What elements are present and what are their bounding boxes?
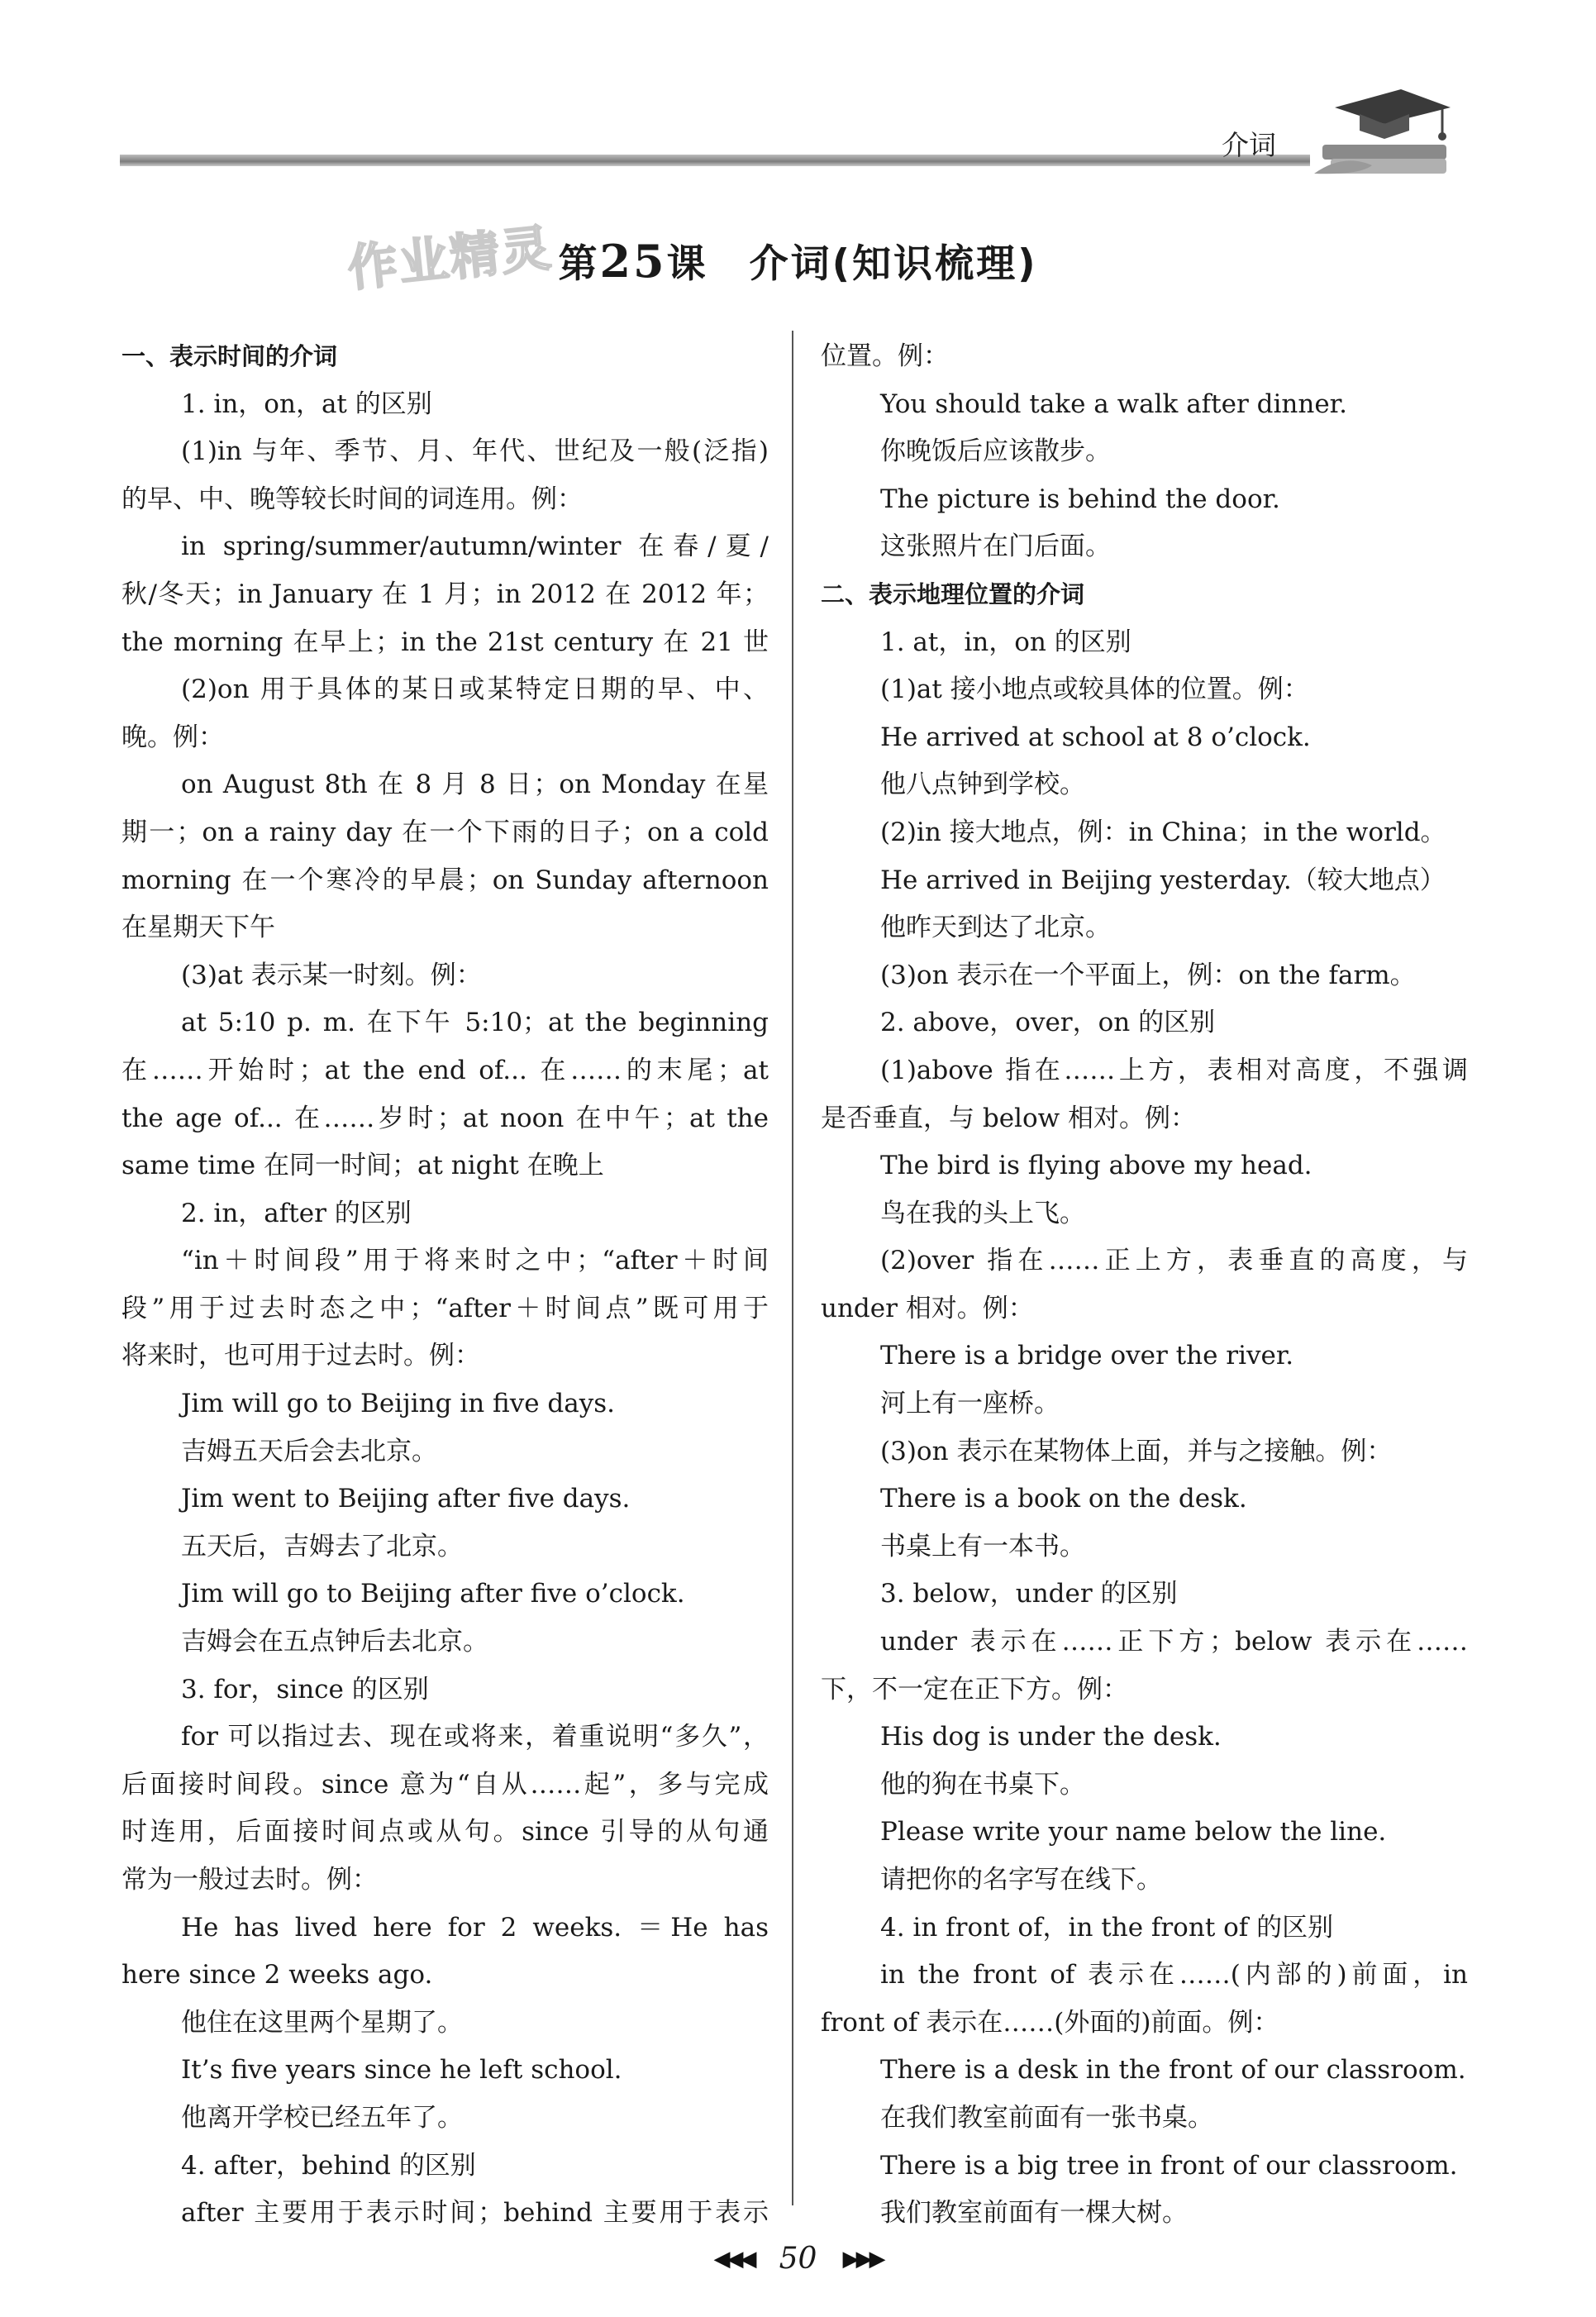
text-line: The picture is behind the door.: [880, 484, 1280, 514]
text-line: (2)over 指在……正上方，表垂直的高度，与: [880, 1246, 1468, 1276]
text-line: the morning 在早上；in the 21st century 在 21 世: [121, 627, 769, 657]
text-line: His dog is under the desk.: [880, 1722, 1222, 1752]
text-line: 他昨天到达了北京。: [880, 913, 1111, 943]
lesson-number: 25: [599, 235, 667, 288]
text-line: (2)in 接大地点，例：in China；in the world。: [880, 817, 1446, 847]
text-line: 4. after，behind 的区别: [181, 2150, 476, 2181]
text-line: 河上有一座桥。: [880, 1389, 1060, 1419]
text-line: 鸟在我的头上飞。: [880, 1198, 1085, 1228]
text-line: There is a big tree in front of our classroom.: [880, 2150, 1458, 2181]
text-line: 下，不一定在正下方。例：: [821, 1674, 1128, 1704]
text-line: You should take a walk after dinner.: [880, 389, 1347, 419]
left-column: [121, 333, 769, 2238]
text-line: (1)at 接小地点或较具体的位置。例：: [880, 675, 1309, 705]
text-line: Jim went to Beijing after five days.: [181, 1484, 631, 1514]
right-column: [821, 333, 1468, 2238]
prev-arrows-icon: ◀◀◀: [713, 2246, 754, 2272]
text-line: after 主要用于表示时间；behind 主要用于表示: [181, 2198, 769, 2229]
text-line: Please write your name below the line.: [880, 1817, 1387, 1847]
text-line: 是否垂直，与 below 相对。例：: [821, 1103, 1197, 1133]
text-line: 书桌上有一本书。: [880, 1531, 1085, 1561]
section-label: 介词: [1222, 129, 1276, 161]
text-line: 2. above，over，on 的区别: [880, 1008, 1216, 1038]
text-line: 将来时，也可用于过去时。例：: [121, 1341, 480, 1371]
text-line: 4. in front of，in the front of 的区别: [880, 1912, 1334, 1943]
text-line: 五天后，吉姆去了北京。: [181, 1531, 463, 1561]
text-line: 的早、中、晚等较长时间的词连用。例：: [121, 484, 583, 514]
text-line: under 表示在……正下方；below 表示在……: [880, 1627, 1468, 1657]
text-line: (1)above 指在……上方，表相对高度，不强调: [880, 1055, 1468, 1085]
text-line: 后面接时间段。since 意为“自从……起”，多与完成: [121, 1769, 769, 1800]
text-line: It’s five years since he left school.: [181, 2055, 622, 2086]
header-rule: [120, 155, 1310, 166]
text-line: here since 2 weeks ago.: [121, 1960, 433, 1990]
text-line: at 5:10 p. m. 在下午 5:10；at the beginning: [181, 1008, 769, 1038]
text-line: 在我们教室前面有一张书桌。: [880, 2102, 1213, 2133]
text-line: 吉姆会在五点钟后去北京。: [181, 1627, 488, 1657]
text-line: 他住在这里两个星期了。: [181, 2007, 463, 2038]
text-line: (1)in 与年、季节、月、年代、世纪及一般(泛指): [181, 436, 769, 467]
text-line: (3)at 表示某一时刻。例：: [181, 960, 482, 990]
text-line: There is a book on the desk.: [880, 1484, 1247, 1514]
text-line: 段”用于过去时态之中；“after＋时间点”既可用于: [121, 1293, 769, 1323]
text-line: under 相对。例：: [821, 1293, 1034, 1323]
text-line: 我们教室前面有一棵大树。: [880, 2198, 1188, 2229]
section-heading: 一、表示时间的介词: [121, 342, 338, 370]
text-line: 3. below，under 的区别: [880, 1579, 1178, 1609]
page-footer: [0, 2242, 1596, 2276]
text-line: 2. in，after 的区别: [181, 1198, 412, 1228]
text-line: morning 在一个寒冷的早晨；on Sunday afternoon: [121, 865, 769, 895]
graduation-books-icon: [1310, 83, 1459, 182]
text-line: 请把你的名字写在线下。: [880, 1865, 1162, 1895]
column-divider: [792, 331, 793, 2205]
text-line: 位置。例：: [821, 341, 949, 371]
page-number: 50: [779, 2242, 817, 2276]
text-line: 他离开学校已经五年了。: [181, 2102, 463, 2133]
text-line: 1. at，in，on 的区别: [880, 627, 1131, 657]
text-line: 期一；on a rainy day 在一个下雨的日子；on a cold: [121, 817, 769, 847]
next-arrows-icon: ▶▶▶: [842, 2246, 883, 2272]
text-line: same time 在同一时间；at night 在晚上: [121, 1151, 604, 1181]
text-line: in spring/summer/autumn/winter 在春/夏/: [181, 532, 769, 562]
text-line: front of 表示在……(外面的)前面。例：: [821, 2007, 1279, 2038]
text-line: the age of... 在……岁时；at noon 在中午；at the: [121, 1103, 769, 1133]
text-line: on August 8th 在 8 月 8 日；on Monday 在星: [181, 770, 769, 800]
text-line: 秋/冬天；in January 在 1 月；in 2012 在 2012 年；: [121, 579, 769, 609]
title-suffix: 课 介词(知识梳理): [666, 241, 1038, 287]
text-line: in the front of 表示在……(内部的)前面，in: [880, 1960, 1468, 1990]
text-line: 在星期天下午: [121, 913, 275, 943]
text-line: 这张照片在门后面。: [880, 532, 1111, 562]
text-line: 1. in，on，at 的区别: [181, 389, 432, 419]
text-line: 他八点钟到学校。: [880, 770, 1085, 800]
text-line: 他的狗在书桌下。: [880, 1769, 1085, 1800]
text-line: 晚。例：: [121, 722, 224, 752]
text-line: Jim will go to Beijing after five o’clock.: [181, 1579, 685, 1609]
text-line: He arrived at school at 8 o’clock.: [880, 722, 1311, 752]
text-line: “in＋时间段”用于将来时之中；“after＋时间: [181, 1246, 769, 1276]
text-line: Jim will go to Beijing in five days.: [181, 1389, 616, 1419]
text-line: for 可以指过去、现在或将来，着重说明“多久”，: [181, 1722, 769, 1752]
text-line: There is a bridge over the river.: [880, 1341, 1294, 1371]
text-line: (3)on 表示在一个平面上，例：on the farm。: [880, 960, 1416, 990]
text-line: (3)on 表示在某物体上面，并与之接触。例：: [880, 1436, 1393, 1466]
section-heading: 二、表示地理位置的介词: [821, 579, 1085, 608]
title-prefix: 第: [558, 241, 600, 287]
text-line: He has lived here for 2 weeks. ＝He has: [181, 1912, 769, 1943]
text-line: 吉姆五天后会去北京。: [181, 1436, 437, 1466]
text-line: 常为一般过去时。例：: [121, 1865, 378, 1895]
text-line: 在……开始时；at the end of... 在……的末尾；at: [121, 1055, 769, 1085]
page-title: [0, 233, 1596, 288]
text-line: The bird is flying above my head.: [880, 1151, 1313, 1181]
text-line: (2)on 用于具体的某日或某特定日期的早、中、: [181, 675, 769, 705]
text-line: 你晚饭后应该散步。: [880, 436, 1111, 467]
text-line: 3. for，since 的区别: [181, 1674, 429, 1704]
text-line: There is a desk in the front of our classroom.: [880, 2055, 1466, 2086]
text-line: 时连用，后面接时间点或从句。since 引导的从句通: [121, 1817, 769, 1847]
text-line: He arrived in Beijing yesterday.（较大地点）: [880, 865, 1446, 895]
watermark: 作业精灵: [345, 219, 555, 298]
